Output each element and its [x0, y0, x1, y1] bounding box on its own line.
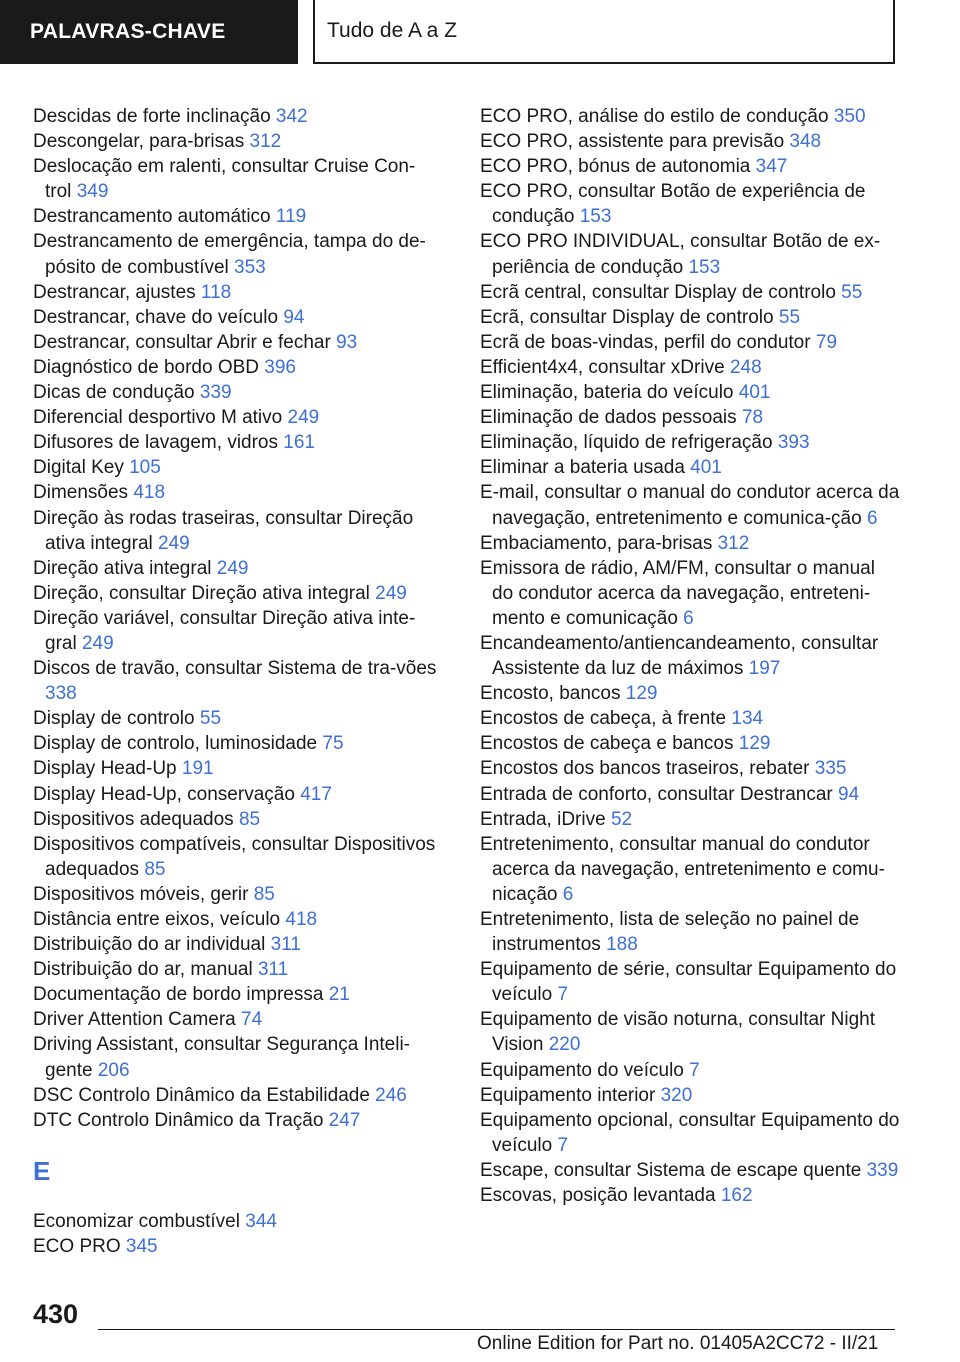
page-link[interactable]: 249 [287, 407, 320, 429]
entry-text: Destrancar, ajustes [33, 281, 196, 303]
page-link[interactable]: 134 [731, 708, 764, 730]
index-entry [33, 380, 441, 405]
page-link[interactable]: 94 [838, 783, 860, 805]
index-entry [480, 455, 900, 480]
page-link[interactable]: 311 [270, 934, 301, 956]
index-entry [33, 882, 441, 907]
page-link[interactable]: 153 [688, 256, 721, 278]
page-link[interactable]: 339 [199, 382, 232, 404]
page-link[interactable]: 353 [234, 256, 266, 278]
entry-text: DSC Controlo Dinâmico da Estabilidade [33, 1084, 370, 1106]
page-link[interactable]: 206 [97, 1059, 130, 1081]
index-entry [33, 104, 441, 129]
page-link[interactable]: 85 [144, 858, 166, 880]
section-title: Tudo de A a Z [327, 19, 457, 42]
index-entry [33, 1209, 441, 1234]
page-link[interactable]: 417 [300, 783, 332, 805]
page-link[interactable]: 249 [81, 632, 114, 654]
entry-text: Ecrã central, consultar Display de controlo [480, 281, 836, 303]
page-link[interactable]: 345 [125, 1235, 158, 1257]
page-link[interactable]: 162 [720, 1185, 753, 1207]
page-link[interactable]: 220 [548, 1034, 581, 1056]
entry-text: Equipamento opcional, consultar Equipamento do veículo [480, 1109, 900, 1156]
page-link[interactable]: 7 [557, 1134, 569, 1156]
entry-text: Encandeamento/antiencandeamento, consultar Assistente da luz de máximos [480, 632, 879, 680]
entry-text: Entrada, iDrive [480, 808, 606, 830]
footer-divider [98, 1329, 895, 1330]
entry-text: Direção, consultar Direção ativa integral [33, 582, 370, 604]
page-link[interactable]: 344 [245, 1210, 277, 1232]
page-link[interactable]: 52 [610, 808, 633, 830]
page-link[interactable]: 105 [129, 457, 161, 479]
index-entry [480, 1183, 900, 1208]
page-link[interactable]: 312 [717, 532, 750, 554]
index-entry [33, 1032, 441, 1082]
page-link[interactable]: 350 [833, 106, 866, 127]
entry-text: Entretenimento, consultar manual do condutor acerca da navegação, entretenimento e comu-nicação [480, 833, 885, 905]
section-title-tab [313, 0, 895, 64]
page-link[interactable]: 188 [606, 934, 638, 956]
page-link[interactable]: 396 [264, 356, 296, 378]
index-entry [480, 129, 900, 154]
entry-text: Destrancar, chave do veículo [33, 306, 279, 328]
entry-text: Dicas de condução [33, 382, 195, 404]
page-link[interactable]: 55 [841, 281, 863, 303]
entry-text: Direção ativa integral [33, 557, 212, 579]
index-entry [33, 807, 441, 832]
index-entry [33, 229, 441, 279]
index-entry [33, 907, 441, 932]
index-entry [480, 907, 900, 957]
page-link[interactable]: 6 [866, 507, 878, 529]
page-link[interactable]: 348 [789, 131, 822, 153]
entry-text: Dispositivos móveis, gerir [33, 883, 249, 905]
page-link[interactable]: 7 [689, 1059, 700, 1081]
entry-text: Descongelar, para-brisas [33, 131, 245, 153]
page-link[interactable]: 6 [562, 883, 574, 905]
index-list-e-continued [480, 104, 900, 1208]
page-link[interactable]: 249 [158, 532, 190, 554]
entry-text: Equipamento interior [480, 1084, 656, 1106]
index-entry [480, 330, 900, 355]
section-letter: E [33, 1155, 51, 1186]
entry-text: E-mail, consultar o manual do condutor acerca da navegação, entretenimento e comunica-ção [480, 482, 900, 529]
entry-text: Eliminação, bateria do veículo [480, 382, 734, 404]
index-entry [480, 1083, 900, 1108]
entry-text: Emissora de rádio, AM/FM, consultar o manual do condutor acerca da navegação, entreteni-mento e comunicação [480, 557, 875, 629]
entry-text: Driver Attention Camera [33, 1009, 236, 1031]
entry-text: Distribuição do ar individual [33, 934, 266, 956]
page-link[interactable]: 85 [253, 883, 275, 905]
index-entry [33, 506, 441, 556]
index-entry [480, 405, 900, 430]
index-entry [33, 932, 441, 957]
index-entry [33, 405, 441, 430]
index-entry [33, 355, 441, 380]
entry-text: ECO PRO, assistente para previsão [480, 131, 785, 153]
entry-text: Destrancamento de emergência, tampa do de-pósito de combustível [33, 231, 426, 278]
index-entry [33, 606, 441, 656]
index-entry [480, 756, 900, 781]
index-entry [480, 480, 900, 530]
entry-text: Distância entre eixos, veículo [33, 909, 281, 930]
index-entry [33, 455, 441, 480]
index-entry [33, 556, 441, 581]
page-link[interactable]: 349 [76, 181, 109, 203]
entry-text: Descidas de forte inclinação [33, 106, 271, 127]
page-link[interactable]: 342 [275, 106, 308, 127]
entry-text: Eliminação de dados pessoais [480, 407, 737, 429]
index-entry [480, 104, 900, 129]
entry-text: Display de controlo [33, 708, 195, 730]
page-link[interactable]: 119 [275, 206, 307, 228]
page-link[interactable]: 338 [45, 683, 77, 705]
page-link[interactable]: 7 [557, 984, 569, 1006]
page-link[interactable]: 418 [133, 482, 166, 504]
entry-text: Deslocação em ralenti, consultar Cruise Con-trol [33, 156, 416, 203]
page-link[interactable]: 320 [660, 1084, 693, 1106]
index-entry [33, 782, 441, 807]
index-entry [480, 355, 900, 380]
index-entry [33, 480, 441, 505]
index-entry [480, 1158, 900, 1183]
index-entry [480, 957, 900, 1007]
index-entry [480, 1007, 900, 1057]
page-link[interactable]: 401 [738, 382, 771, 404]
index-entry [480, 154, 900, 179]
entry-text: Diferencial desportivo M ativo [33, 407, 283, 429]
index-entry [33, 957, 441, 982]
page-link[interactable]: 249 [375, 582, 407, 604]
keywords-tab-label: PALAVRAS-CHAVE [30, 20, 226, 43]
index-entry [480, 179, 900, 229]
entry-text: Eliminação, líquido de refrigeração [480, 432, 773, 454]
entry-text: Encostos de cabeça, à frente [480, 708, 727, 730]
page-link[interactable]: 312 [249, 131, 282, 153]
entry-text: Entretenimento, lista de seleção no painel de instrumentos [480, 909, 860, 956]
entry-text: Escovas, posição levantada [480, 1185, 716, 1207]
index-entry [33, 305, 441, 330]
page-link[interactable]: 118 [200, 281, 232, 303]
page-link[interactable]: 248 [729, 356, 762, 378]
entry-text: Discos de travão, consultar Sistema de tra-vões [33, 658, 437, 680]
index-entry [33, 581, 441, 606]
index-list-d [33, 104, 441, 1133]
index-entry [33, 1083, 441, 1108]
entry-text: Encostos de cabeça e bancos [480, 733, 734, 755]
page-link[interactable]: 21 [328, 984, 350, 1006]
index-entry [33, 204, 441, 229]
entry-text: Escape, consultar Sistema de escape quente [480, 1159, 862, 1181]
index-entry [33, 731, 441, 756]
index-entry [33, 756, 441, 781]
entry-text: Difusores de lavagem, vidros [33, 432, 278, 454]
entry-text: Diagnóstico de bordo OBD [33, 356, 260, 378]
index-list-e [33, 1209, 441, 1259]
page-link[interactable]: 246 [375, 1084, 407, 1106]
index-entry [33, 706, 441, 731]
index-entry [33, 832, 441, 882]
page-link[interactable]: 401 [690, 457, 722, 479]
entry-text: Equipamento de série, consultar Equipamento do veículo [480, 959, 897, 1006]
index-entry [480, 731, 900, 756]
index-entry [33, 430, 441, 455]
entry-text: Digital Key [33, 457, 124, 479]
page-link[interactable]: 6 [683, 607, 694, 629]
page-link[interactable]: 161 [283, 432, 315, 454]
index-entry [33, 1007, 441, 1032]
index-entry [480, 556, 900, 631]
entry-text: Equipamento do veículo [480, 1059, 684, 1081]
entry-text: Efficient4x4, consultar xDrive [480, 356, 725, 378]
index-entry [480, 531, 900, 556]
index-entry [480, 681, 900, 706]
entry-text: ECO PRO [33, 1235, 121, 1257]
page-link[interactable]: 347 [755, 156, 788, 178]
entry-text: ECO PRO, consultar Botão de experiência de condução [480, 181, 866, 228]
page-link[interactable]: 339 [866, 1159, 899, 1181]
page-link[interactable]: 249 [216, 557, 249, 579]
page-link[interactable]: 78 [741, 407, 764, 429]
entry-text: ECO PRO, análise do estilo de condução [480, 106, 829, 127]
entry-text: Encosto, bancos [480, 683, 621, 705]
page-link[interactable]: 74 [241, 1009, 263, 1031]
entry-text: Destrancamento automático [33, 206, 271, 228]
page-link[interactable]: 55 [199, 708, 222, 730]
entry-text: Ecrã, consultar Display de controlo [480, 306, 774, 328]
index-entry [480, 280, 900, 305]
index-entry [33, 129, 441, 154]
entry-text: Display de controlo, luminosidade [33, 733, 318, 755]
keywords-tab[interactable] [0, 0, 298, 64]
entry-text: Embaciamento, para-brisas [480, 532, 713, 554]
index-entry [480, 782, 900, 807]
index-entry [480, 229, 900, 279]
index-entry [480, 1058, 900, 1083]
entry-text: Eliminar a bateria usada [480, 457, 685, 479]
entry-text: Documentação de bordo impressa [33, 984, 324, 1006]
page-link[interactable]: 197 [748, 658, 781, 680]
entry-text: Encostos dos bancos traseiros, rebater [480, 758, 810, 780]
index-entry [33, 1234, 441, 1259]
entry-text: DTC Controlo Dinâmico da Tração [33, 1109, 324, 1131]
entry-text: Dimensões [33, 482, 129, 504]
entry-text: Dispositivos adequados [33, 808, 234, 830]
index-entry [33, 330, 441, 355]
page-link[interactable]: 153 [579, 206, 612, 228]
index-entry [33, 1108, 441, 1133]
page-link[interactable]: 94 [283, 306, 305, 328]
index-entry [33, 280, 441, 305]
index-entry [480, 305, 900, 330]
entry-text: Driving Assistant, consultar Segurança Inteli-gente [33, 1034, 411, 1081]
page-link[interactable]: 335 [814, 758, 847, 780]
entry-text: Direção variável, consultar Direção ativa inte-gral [33, 607, 416, 654]
entry-text: Direção às rodas traseiras, consultar Direção ativa integral [33, 507, 414, 554]
page-link[interactable]: 393 [777, 432, 810, 454]
page-link[interactable]: 55 [778, 306, 801, 328]
page-link[interactable]: 311 [257, 959, 289, 981]
page-link[interactable]: 75 [322, 733, 344, 755]
page-link[interactable]: 418 [285, 909, 318, 930]
entry-text: Equipamento de visão noturna, consultar Night Vision [480, 1009, 876, 1056]
page-link[interactable]: 93 [336, 331, 358, 353]
page-link[interactable]: 85 [238, 808, 261, 830]
index-entry [480, 832, 900, 907]
entry-text: Ecrã de boas-vindas, perfil do condutor [480, 331, 811, 353]
index-entry [480, 1108, 900, 1158]
entry-text: ECO PRO INDIVIDUAL, consultar Botão de ex-periência de condução [480, 231, 881, 278]
entry-text: Display Head-Up [33, 758, 177, 780]
index-entry [33, 656, 441, 706]
index-column-right [480, 104, 900, 1208]
page-link[interactable]: 129 [738, 733, 771, 755]
entry-text: Distribuição do ar, manual [33, 959, 253, 981]
index-column-left [33, 104, 441, 1259]
index-entry [480, 706, 900, 731]
page-link[interactable]: 191 [181, 758, 214, 780]
edition-note: Online Edition for Part no. 01405A2CC72 - II/21 [477, 1333, 879, 1354]
page-link[interactable]: 79 [815, 331, 838, 353]
page-link[interactable]: 247 [328, 1109, 361, 1131]
entry-text: Entrada de conforto, consultar Destrancar [480, 783, 833, 805]
index-entry [33, 154, 441, 204]
page-number: 430 [33, 1299, 79, 1329]
entry-text: Dispositivos compatíveis, consultar Dispositivos adequados [33, 833, 436, 880]
entry-text: Economizar combustível [33, 1210, 240, 1232]
index-entry [480, 807, 900, 832]
index-entry [33, 982, 441, 1007]
page-link[interactable]: 129 [625, 683, 658, 705]
index-entry [480, 380, 900, 405]
index-entry [480, 631, 900, 681]
index-entry [480, 430, 900, 455]
entry-text: ECO PRO, bónus de autonomia [480, 156, 751, 178]
entry-text: Destrancar, consultar Abrir e fechar [33, 331, 331, 353]
entry-text: Display Head-Up, conservação [33, 783, 295, 805]
